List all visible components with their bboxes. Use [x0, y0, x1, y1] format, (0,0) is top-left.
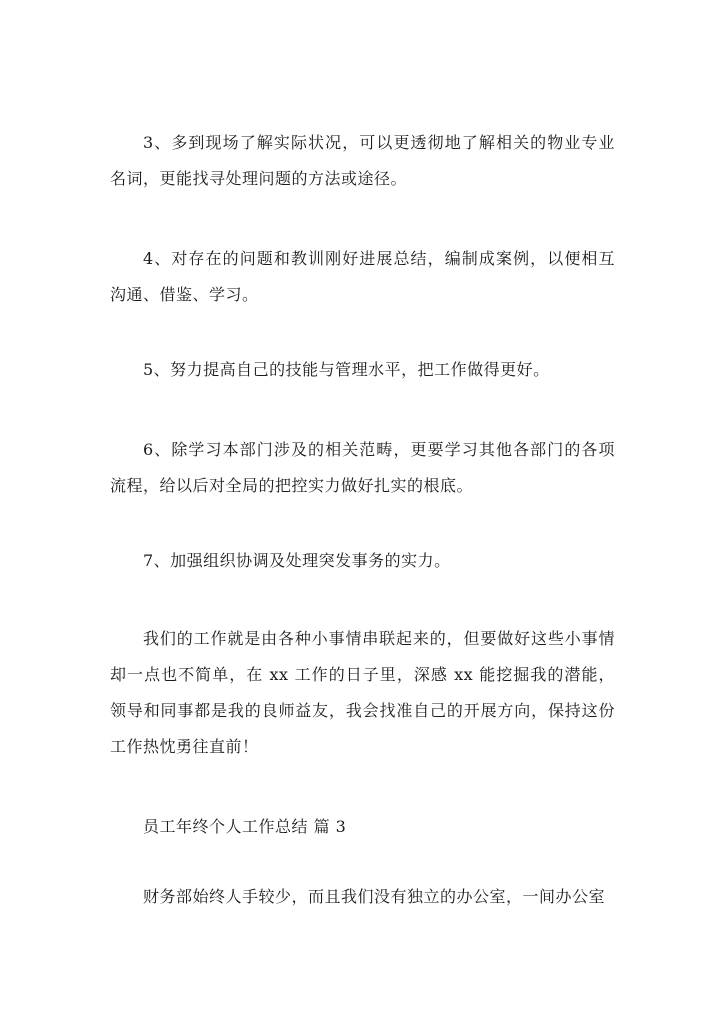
- paragraph-item-5: 5、努力提高自己的技能与管理水平，把工作做得更好。: [143, 360, 550, 379]
- paragraph-summary: 我们的工作就是由各种小事情串联起来的，但要做好这些小事情却一点也不简单，在 xx 工作的日子里，深感 xx 能挖掘我的潜能，领导和同事都是我的良师益友，我会找准自己的开展方向，保持这份工作热忱勇往直前！: [110, 629, 615, 756]
- paragraph-finance: 财务部始终人手较少，而且我们没有独立的办公室，一间办公室: [143, 887, 606, 906]
- paragraph-item-4: 4、对存在的问题和教训刚好进展总结，编制成案例，以便相互沟通、借鉴、学习。: [110, 249, 615, 304]
- paragraph-item-7: 7、加强组织协调及处理突发事务的实力。: [143, 551, 451, 570]
- paragraph-item-6: 6、除学习本部门涉及的相关范畴，更要学习其他各部门的各项流程，给以后对全局的把控实力做好扎实的根底。: [110, 440, 615, 495]
- paragraph-item-3: 3、多到现场了解实际状况，可以更透彻地了解相关的物业专业名词，更能找寻处理问题的方法或途径。: [110, 133, 615, 188]
- section-heading: 员工年终个人工作总结 篇 3: [143, 817, 347, 836]
